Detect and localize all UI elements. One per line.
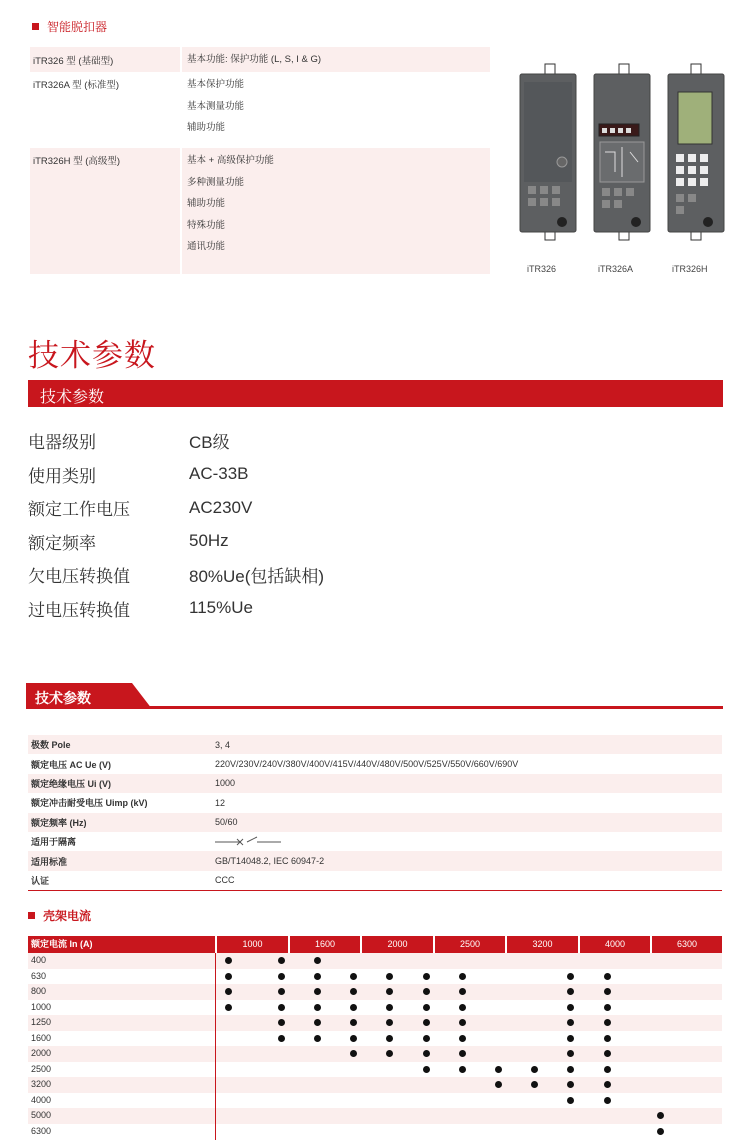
square-bullet-icon — [28, 912, 35, 919]
availability-dot — [567, 1019, 574, 1026]
table-row: 630 — [28, 969, 722, 985]
availability-dot — [386, 1050, 393, 1057]
availability-dot — [225, 973, 232, 980]
availability-dot — [423, 973, 430, 980]
divider — [28, 890, 722, 891]
availability-dot — [350, 988, 357, 995]
availability-dot — [604, 1097, 611, 1104]
availability-dot — [278, 957, 285, 964]
itr326a-device-image — [594, 64, 650, 240]
availability-dot — [314, 1035, 321, 1042]
availability-dot — [604, 973, 611, 980]
table-row: 400 — [28, 953, 722, 969]
availability-dot — [604, 1004, 611, 1011]
list-item: 过电压转换值 115%Ue — [28, 598, 253, 620]
itr326-device-image — [520, 64, 576, 240]
availability-dot — [350, 1050, 357, 1057]
availability-dot — [567, 1097, 574, 1104]
availability-dot — [567, 1004, 574, 1011]
table-row: 6300 — [28, 1124, 722, 1140]
table-row: 额定冲击耐受电压 Uimp (kV) 12 — [31, 797, 226, 809]
availability-dot — [225, 1004, 232, 1011]
table-row: 极数 Pole 3, 4 — [28, 735, 722, 754]
feature-item: 基本 + 高级保护功能 — [187, 155, 274, 166]
availability-dot — [567, 973, 574, 980]
list-item: 使用类别 AC-33B — [28, 464, 249, 486]
trip-unit-table — [30, 47, 490, 274]
feature-item: 基本保护功能 — [187, 79, 245, 90]
table-header: 额定电流 In (A) 1000 1600 2000 2500 3200 4000 6300 — [28, 936, 722, 953]
availability-dot — [459, 1004, 466, 1011]
availability-dot — [423, 1066, 430, 1073]
availability-dot — [225, 988, 232, 995]
availability-dot — [604, 1081, 611, 1088]
availability-dot — [459, 1050, 466, 1057]
availability-dot — [278, 1035, 285, 1042]
section-title-frame-current: 壳架电流 — [28, 907, 91, 924]
trip-type-label: iTR326A 型 (标准型) — [33, 80, 120, 91]
availability-dot — [386, 1004, 393, 1011]
availability-dot — [459, 1035, 466, 1042]
itr326h-device-image — [668, 64, 724, 240]
device-label: iTR326 — [527, 264, 557, 274]
feature-item: 通讯功能 — [187, 241, 226, 252]
availability-dot — [386, 973, 393, 980]
availability-dot — [225, 957, 232, 964]
table-row: 适用标准 GB/T14048.2, IEC 60947-2 — [28, 851, 722, 870]
table-row: 1000 — [28, 1000, 722, 1016]
availability-dot — [567, 1035, 574, 1042]
availability-dot — [604, 1066, 611, 1073]
availability-dot — [350, 1019, 357, 1026]
square-bullet-icon — [32, 23, 39, 30]
list-item: 额定频率 50Hz — [28, 531, 229, 553]
table-row: 额定频率 (Hz) 50/60 — [28, 813, 722, 832]
spec-tab-header — [26, 683, 723, 709]
table-row: 额定绝缘电压 Ui (V) 1000 — [28, 774, 722, 793]
availability-dot — [567, 988, 574, 995]
availability-dot — [278, 973, 285, 980]
availability-dot — [314, 1004, 321, 1011]
availability-dot — [423, 1050, 430, 1057]
availability-dot — [567, 1050, 574, 1057]
list-item: 欠电压转换值 80%Ue(包括缺相) — [28, 567, 325, 587]
availability-dot — [350, 1035, 357, 1042]
availability-dot — [495, 1081, 502, 1088]
table-row: 认证 CCC — [31, 875, 235, 886]
table-row: 4000 — [28, 1093, 722, 1109]
availability-dot — [657, 1112, 664, 1119]
availability-dot — [314, 988, 321, 995]
availability-dot — [531, 1066, 538, 1073]
availability-dot — [567, 1066, 574, 1073]
availability-dot — [423, 988, 430, 995]
table-row: 800 — [28, 984, 722, 1000]
availability-dot — [386, 988, 393, 995]
feature-item: 辅助功能 — [187, 122, 226, 133]
availability-dot — [278, 1004, 285, 1011]
availability-dot — [459, 1066, 466, 1073]
availability-dot — [423, 1019, 430, 1026]
isolation-symbol-icon — [215, 836, 285, 846]
availability-dot — [386, 1035, 393, 1042]
availability-dot — [314, 957, 321, 964]
list-item: 额定工作电压 AC230V — [28, 497, 253, 520]
table-row: 5000 — [28, 1108, 722, 1124]
availability-dot — [386, 1019, 393, 1026]
availability-dot — [350, 1004, 357, 1011]
availability-dot — [423, 1035, 430, 1042]
frame-current-table — [28, 936, 722, 1139]
feature-item: 基本功能: 保护功能 (L, S, I & G) — [187, 54, 322, 65]
section-title-smart-trip-unit: 智能脱扣器 — [32, 18, 107, 35]
availability-dot — [278, 988, 285, 995]
divider — [215, 953, 216, 1140]
table-row: 1600 — [28, 1031, 722, 1047]
table-row: 2500 — [28, 1062, 722, 1078]
availability-dot — [495, 1066, 502, 1073]
availability-dot — [314, 973, 321, 980]
availability-dot — [350, 973, 357, 980]
parameter-list — [28, 424, 324, 625]
table-row: 3200 — [28, 1077, 722, 1093]
page-title: 技术参数 — [28, 338, 156, 373]
device-label: iTR326A — [598, 264, 634, 274]
feature-item: 多种测量功能 — [187, 176, 245, 188]
availability-dot — [278, 1019, 285, 1026]
availability-dot — [567, 1081, 574, 1088]
availability-dot — [459, 988, 466, 995]
feature-item: 特殊功能 — [187, 219, 226, 231]
feature-item: 基本测量功能 — [187, 100, 245, 112]
availability-dot — [604, 988, 611, 995]
availability-dot — [531, 1081, 538, 1088]
trip-type-label: iTR326 型 (基础型) — [33, 56, 114, 67]
list-item: 电器级别 CB级 — [28, 433, 230, 453]
availability-dot — [459, 973, 466, 980]
availability-dot — [657, 1128, 664, 1135]
trip-type-label: iTR326H 型 (高级型) — [33, 156, 121, 167]
availability-dot — [604, 1019, 611, 1026]
device-label: iTR326H — [672, 264, 708, 274]
availability-dot — [604, 1050, 611, 1057]
feature-item: 辅助功能 — [187, 198, 226, 209]
availability-dot — [423, 1004, 430, 1011]
availability-dot — [459, 1019, 466, 1026]
table-row — [30, 47, 490, 72]
section-header-bar — [28, 380, 723, 407]
table-row — [30, 148, 490, 274]
table-row: 1250 — [28, 1015, 722, 1031]
section-header-label: 技术参数 — [40, 389, 105, 406]
table-row: 额定电压 AC Ue (V) 220V/230V/240V/380V/400V/415V/440V/480V/500V/525V/550V/660V/690V — [31, 759, 519, 770]
table-row — [30, 72, 490, 148]
table-row: 适用于隔离 — [28, 832, 722, 851]
availability-dot — [314, 1019, 321, 1026]
table-row: 2000 — [28, 1046, 722, 1062]
availability-dot — [604, 1035, 611, 1042]
spec-table — [28, 735, 722, 891]
spec-tab-label: 技术参数 — [35, 690, 91, 706]
trip-unit-devices-illustration — [510, 62, 730, 252]
